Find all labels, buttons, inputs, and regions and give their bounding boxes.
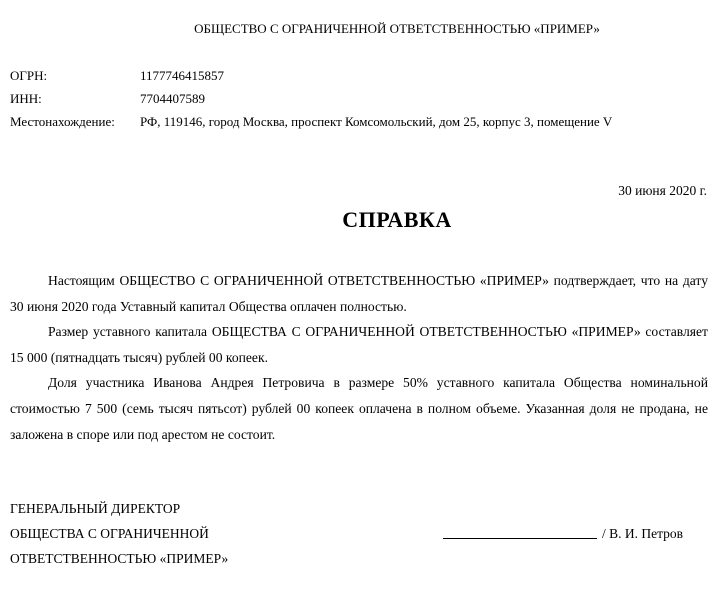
organization-header: ОБЩЕСТВО С ОГРАНИЧЕННОЙ ОТВЕТСТВЕННОСТЬЮ «ПРИМЕР» [194, 21, 600, 36]
requisite-label: ИНН: [10, 91, 42, 106]
position-line: ОТВЕТСТВЕННОСТЬЮ «ПРИМЕР» [10, 551, 229, 566]
body-paragraph: Размер уставного капитала ОБЩЕСТВА С ОГРАНИЧЕННОЙ ОТВЕТСТВЕННОСТЬЮ «ПРИМЕР» составляет 15 000 (пятнадцать тысяч) рублей 00 копеек. [10, 324, 708, 365]
position-line: ГЕНЕРАЛЬНЫЙ ДИРЕКТОР [10, 501, 181, 516]
requisite-label: Местонахождение: [10, 114, 115, 129]
requisite-value: 1177746415857 [140, 68, 225, 83]
signature-line [443, 538, 597, 539]
document-body [10, 268, 708, 447]
requisite-label: ОГРН: [10, 68, 48, 83]
position-line: ОБЩЕСТВА С ОГРАНИЧЕННОЙ [10, 526, 209, 541]
requisite-value: РФ, 119146, город Москва, проспект Комсомольский, дом 25, корпус 3, помещение V [140, 114, 613, 129]
document-date: 30 июня 2020 г. [618, 183, 707, 198]
body-paragraph: Доля участника Иванова Андрея Петровича в размере 50% уставного капитала Общества номинальной стоимостью 7 500 (семь тысяч пятьсот) рублей 00 копеек оплачена в полном объеме. Указанная доля не продана, не заложена в споре или под арестом не состоит. [10, 375, 708, 442]
document-title: СПРАВКА [342, 207, 452, 232]
body-paragraph: Настоящим ОБЩЕСТВО С ОГРАНИЧЕННОЙ ОТВЕТСТВЕННОСТЬЮ «ПРИМЕР» подтверждает, что на дату 30 июня 2020 года Уставный капитал Общества оплачен полностью. [10, 273, 708, 314]
requisite-value: 7704407589 [140, 91, 205, 106]
signatory-name: / В. И. Петров [602, 526, 684, 541]
signatory-position [10, 496, 228, 571]
